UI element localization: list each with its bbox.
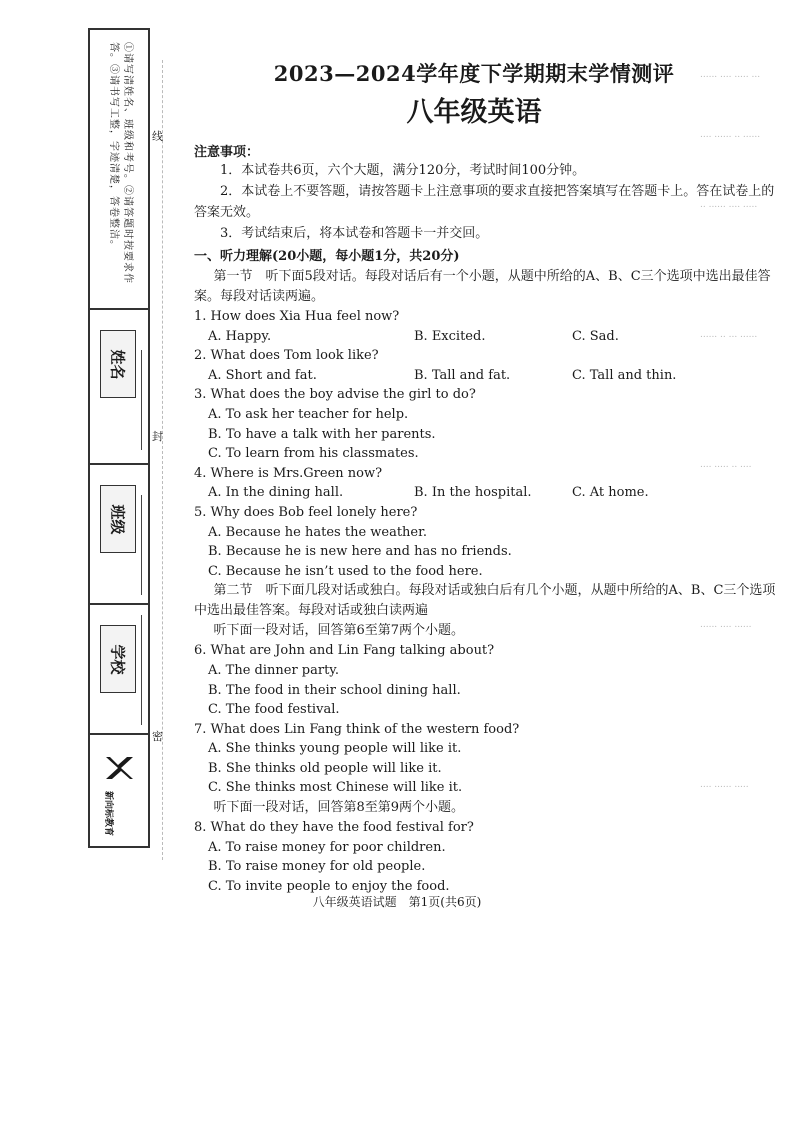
option-c[interactable]: C. To learn from his classmates. <box>208 446 419 462</box>
seal-mark-middle: 封 <box>152 430 163 443</box>
part-instruction: 第一节 听下面5段对话。每段对话后有一个小题，从题中所给的A、B、C三个选项中选出最佳答案。每段对话读两遍。 <box>194 269 771 304</box>
option-c[interactable]: C. Because he isn’t used to the food here. <box>208 563 483 579</box>
option-b[interactable]: B. The food in their school dining hall. <box>208 682 461 698</box>
school-label: 学校 <box>108 643 127 675</box>
name-label: 姓名 <box>108 348 127 380</box>
option-a[interactable]: A. The dinner party. <box>208 662 340 678</box>
notice-item: 1．本试卷共6页，六个大题，满分120分，考试时间100分钟。 <box>220 163 586 178</box>
sidebar-name-cell <box>90 310 148 465</box>
bleed-through: .. ...... .... ..... <box>700 200 758 210</box>
class-label: 班级 <box>108 503 127 535</box>
name-write-line[interactable] <box>141 350 142 450</box>
binding-sidebar <box>88 28 150 848</box>
sidebar-notes <box>90 30 148 310</box>
exam-content <box>194 58 784 896</box>
option-a[interactable]: A. She thinks young people will like it. <box>208 741 462 757</box>
option-c[interactable]: C. She thinks most Chinese will like it. <box>208 780 463 796</box>
question: 4. Where is Mrs.Green now? <box>194 465 383 481</box>
question: 5. Why does Bob feel lonely here? <box>194 504 418 520</box>
option-a[interactable]: A. Short and fat. <box>208 367 317 383</box>
option-a[interactable]: A. Happy. <box>208 328 272 344</box>
option-b[interactable]: B. To have a talk with her parents. <box>208 426 436 442</box>
school-write-line[interactable] <box>141 615 142 725</box>
class-write-line[interactable] <box>141 495 142 595</box>
question: 8. What do they have the food festival for? <box>194 820 474 836</box>
question: 7. What does Lin Fang think of the western food? <box>194 721 520 737</box>
bleed-through: ...... .... ...... <box>700 620 752 630</box>
option-a[interactable]: A. Because he hates the weather. <box>208 524 428 540</box>
option-b[interactable]: B. Because he is new here and has no friends. <box>208 544 512 560</box>
sub-instruction: 听下面一段对话，回答第8至第9两个小题。 <box>213 800 465 816</box>
exam-title: 2023—2024学年度下学期期末学情测评 <box>273 61 675 86</box>
option-a[interactable]: A. To ask her teacher for help. <box>208 406 409 422</box>
name-label-box <box>100 330 136 398</box>
option-c[interactable]: C. Sad. <box>572 328 619 344</box>
notice-heading: 注意事项： <box>194 145 260 160</box>
brand-logo-icon <box>104 753 134 783</box>
seal-mark-bottom: 密 <box>152 730 163 743</box>
page-footer: 八年级英语试题 第1页(共6页) <box>312 895 482 909</box>
question: 3. What does the boy advise the girl to do? <box>194 387 476 403</box>
bleed-through: .... ...... .. ...... <box>700 130 761 140</box>
sidebar-notes-text: ①请写清姓名、班级和考号。②请答题时按要求作答。③请书写工整，字迹清楚，答卷整洁。 <box>108 42 133 284</box>
bleed-through: ...... .. ... ...... <box>700 330 758 340</box>
option-b[interactable]: B. Tall and fat. <box>414 367 511 383</box>
option-c[interactable]: C. The food festival. <box>208 702 340 718</box>
question: 6. What are John and Lin Fang talking about? <box>194 643 495 659</box>
option-row <box>194 366 784 386</box>
class-label-box <box>100 485 136 553</box>
option-c[interactable]: C. At home. <box>572 485 649 501</box>
option-row <box>194 483 784 503</box>
section-heading: 一、听力理解(20小题，每小题1分，共20分) <box>194 249 460 264</box>
sidebar-class-cell <box>90 465 148 605</box>
bleed-through: .... ..... .. .... <box>700 460 752 470</box>
option-c[interactable]: C. To invite people to enjoy the food. <box>208 878 450 894</box>
sub-instruction: 听下面一段对话，回答第6至第7两个小题。 <box>213 623 465 639</box>
bleed-through: ...... .... ..... ... <box>700 70 761 80</box>
option-b[interactable]: B. She thinks old people will like it. <box>208 760 442 776</box>
exam-subtitle: 八年级英语 <box>406 97 542 128</box>
seal-mark-top: 线 <box>152 130 163 143</box>
sidebar-school-cell <box>90 605 148 735</box>
question: 1. How does Xia Hua feel now? <box>194 309 400 324</box>
option-c[interactable]: C. Tall and thin. <box>572 367 677 383</box>
option-a[interactable]: A. In the dining hall. <box>208 485 344 501</box>
notice-item: 3．考试结束后，将本试卷和答题卡一并交回。 <box>220 226 489 241</box>
bleed-through: .... ...... ..... <box>700 780 749 790</box>
option-row <box>194 327 784 347</box>
option-b[interactable]: B. Excited. <box>414 328 486 344</box>
sidebar-logo-cell <box>90 735 148 846</box>
part-instruction: 第二节 听下面几段对话或独白。每段对话或独白后有几个小题，从题中所给的A、B、C三个选项中选出最佳答案。每段对话或独白读两遍 <box>194 583 776 619</box>
brand-name: 新向标教育 <box>103 791 113 837</box>
option-a[interactable]: A. To raise money for poor children. <box>208 839 446 855</box>
option-b[interactable]: B. To raise money for old people. <box>208 859 426 875</box>
question: 2. What does Tom look like? <box>194 348 379 364</box>
notice-item: 2．本试卷上不要答题，请按答题卡上注意事项的要求直接把答案填写在答题卡上。答在试卷上的答案无效。 <box>194 184 775 220</box>
option-b[interactable]: B. In the hospital. <box>414 485 532 501</box>
school-label-box <box>100 625 136 693</box>
